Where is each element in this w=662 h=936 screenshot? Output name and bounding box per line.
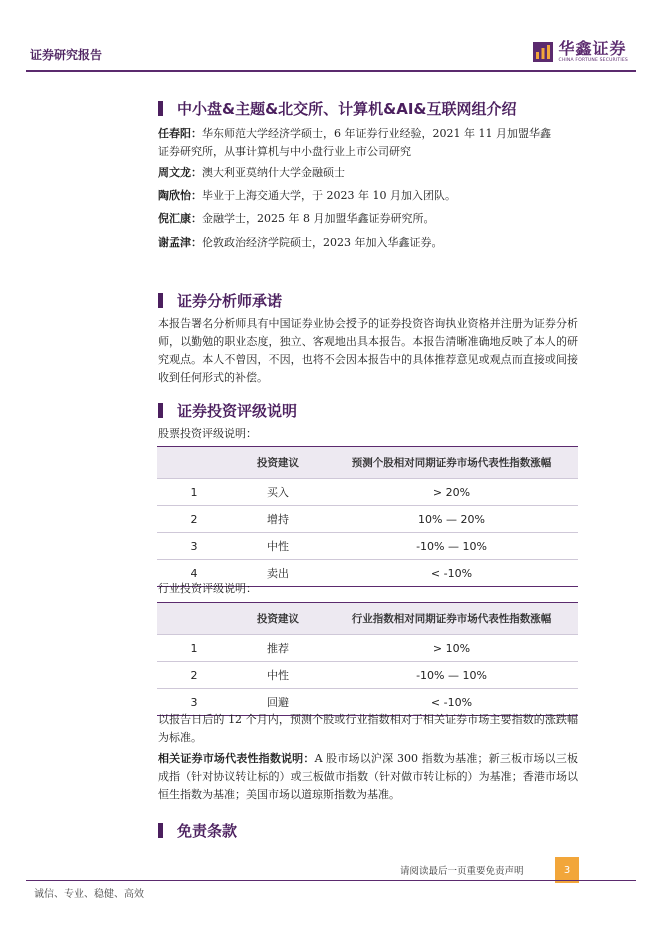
row-range: -10% — 10% <box>325 533 578 560</box>
member-bio: 伦敦政治经济学院硕士，2023 年加入华鑫证券。 <box>202 236 443 249</box>
brand-logo <box>533 40 628 63</box>
brand-name-en: CHINA FORTUNE SECURITIES <box>558 58 628 63</box>
footer-divider <box>26 880 636 881</box>
row-advice: 卖出 <box>231 560 325 587</box>
stock-rating-table <box>157 446 578 587</box>
table-row <box>157 533 578 560</box>
index-description-text: A 股市场以沪深 300 指数为基准；新三板市场以三板成指（针对协议转让标的）或三板做市指数（针对做市转让标的）为基准；香港市场以恒生指数为基准；美国市场以道琼斯指数为基准。 <box>158 752 579 801</box>
rating-section-title <box>158 400 297 421</box>
table-header-desc: 行业指数相对同期证券市场代表性指数涨幅 <box>325 603 578 635</box>
row-number: 4 <box>157 560 231 587</box>
row-range: > 20% <box>325 479 578 506</box>
brand-logo-icon <box>533 42 553 62</box>
index-description-lead: 相关证券市场代表性指数说明： <box>158 752 315 765</box>
table-header-no <box>157 447 231 479</box>
disclaimer-section-title <box>158 820 237 841</box>
section-marker-icon <box>158 293 163 308</box>
member-entry <box>158 234 578 252</box>
member-name: 任春阳： <box>158 127 202 140</box>
row-number: 1 <box>157 635 231 662</box>
report-type-label: 证券研究报告 <box>30 48 103 62</box>
row-advice: 中性 <box>231 533 325 560</box>
table-header-advice: 投资建议 <box>231 603 325 635</box>
member-entry <box>158 187 578 205</box>
brand-name-cn: 华鑫证券 <box>558 39 627 58</box>
disclaimer-title-text: 免责条款 <box>177 822 238 840</box>
footer-disclaimer-note: 请阅读最后一页重要免责声明 <box>400 866 524 877</box>
row-number: 3 <box>157 689 231 716</box>
row-advice: 回避 <box>231 689 325 716</box>
row-number: 3 <box>157 533 231 560</box>
member-bio-line2: 证券研究所，从事计算机与中小盘行业上市公司研究 <box>158 145 411 158</box>
stock-rating-label: 股票投资评级说明： <box>158 427 257 440</box>
page-number: 3 <box>555 857 579 883</box>
industry-rating-table <box>157 602 578 716</box>
industry-rating-label: 行业投资评级说明： <box>158 582 257 595</box>
header-divider <box>26 70 636 72</box>
table-row <box>157 662 578 689</box>
table-row <box>157 506 578 533</box>
table-header-no <box>157 603 231 635</box>
footer-motto: 诚信、专业、稳健、高效 <box>34 889 144 900</box>
row-number: 2 <box>157 662 231 689</box>
commitment-text: 本报告署名分析师具有中国证券业协会授予的证券投资咨询执业资格并注册为证券分析师，以勤勉的职业态度，独立、客观地出具本报告。本报告清晰准确地反映了本人的研究观点。本人不曾因，不因，也将不会因本报告中的具体推荐意见或观点而直接或间接收到任何形式的补偿。 <box>158 317 578 384</box>
row-range: < -10% <box>325 689 578 716</box>
member-entry <box>158 210 578 228</box>
member-name: 谢孟津： <box>158 236 202 249</box>
row-range: 10% — 20% <box>325 506 578 533</box>
row-range: > 10% <box>325 635 578 662</box>
member-name: 倪汇康： <box>158 212 202 225</box>
member-entry <box>158 164 578 182</box>
row-range: < -10% <box>325 560 578 587</box>
section-marker-icon <box>158 403 163 418</box>
commitment-section-title <box>158 290 282 311</box>
row-advice: 推荐 <box>231 635 325 662</box>
member-bio: 金融学士，2025 年 8 月加盟华鑫证券研究所。 <box>202 212 435 225</box>
team-section-title <box>158 98 517 119</box>
index-description <box>158 750 578 804</box>
table-header-advice: 投资建议 <box>231 447 325 479</box>
row-advice: 中性 <box>231 662 325 689</box>
row-range: -10% — 10% <box>325 662 578 689</box>
rating-period-note: 以报告日后的 12 个月内，预测个股或行业指数相对于相关证券市场主要指数的涨跌幅为标准。 <box>158 713 578 744</box>
member-bio-line1: 华东师范大学经济学硕士，6 年证券行业经验，2021 年 11 月加盟华鑫 <box>202 127 551 140</box>
table-row <box>157 479 578 506</box>
member-name: 周文龙： <box>158 166 202 179</box>
section-marker-icon <box>158 101 163 116</box>
member-bio: 毕业于上海交通大学，于 2023 年 10 月加入团队。 <box>202 189 456 202</box>
member-entry <box>158 125 578 161</box>
team-title-text: 中小盘&主题&北交所、计算机&AI&互联网组介绍 <box>177 100 517 118</box>
row-number: 2 <box>157 506 231 533</box>
row-advice: 买入 <box>231 479 325 506</box>
table-row <box>157 635 578 662</box>
row-advice: 增持 <box>231 506 325 533</box>
rating-title-text: 证券投资评级说明 <box>177 402 298 420</box>
row-number: 1 <box>157 479 231 506</box>
member-name: 陶欣怡： <box>158 189 202 202</box>
commitment-title-text: 证券分析师承诺 <box>177 292 283 310</box>
member-bio: 澳大利亚莫纳什大学金融硕士 <box>202 166 345 179</box>
table-header-desc: 预测个股相对同期证券市场代表性指数涨幅 <box>325 447 578 479</box>
section-marker-icon <box>158 823 163 838</box>
